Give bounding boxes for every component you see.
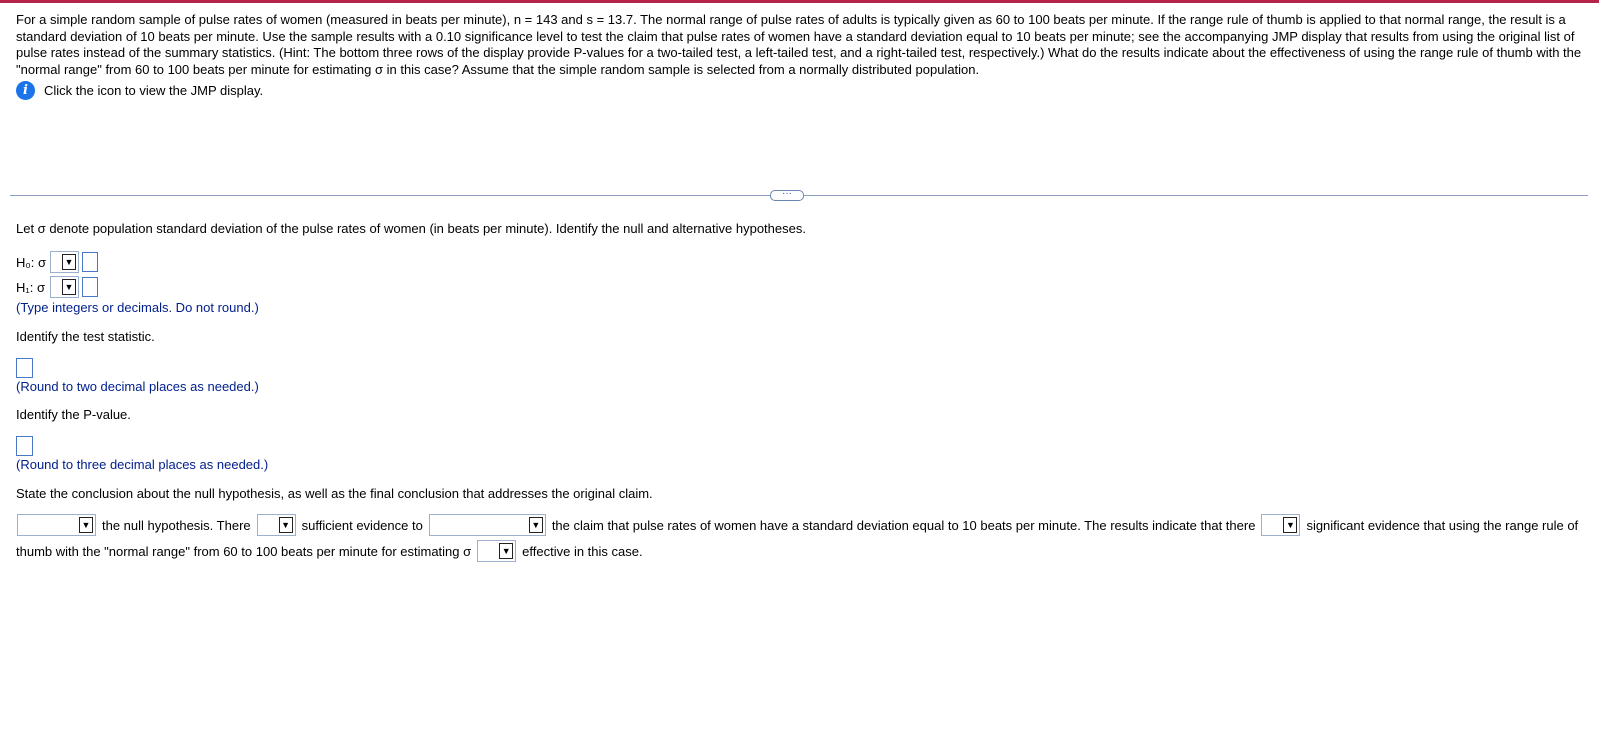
h1-value-input[interactable] — [82, 277, 98, 297]
conclusion-line-2 — [16, 540, 649, 562]
alt-hypothesis-row — [16, 276, 98, 298]
problem-statement: For a simple random sample of pulse rates of women (measured in beats per minute), n = 143 and s = 13.7. The normal range of pulse rates of adults is typically given as 60 to 100 beats per minute. If the range rule of thumb is applied to that normal range, the result is a standard deviation of 10 beats per minute. Use the sample results with a 0.10 significance level to test the claim that pulse rates of women have a standard deviation equal to 10 beats per minute; see the accompanying JMP display that results from using the original list of pulse rates instead of the summary statistics. (Hint: The bottom three rows of the display provide P-values for a two-tailed test, a left-tailed test, and a right-tailed test, respectively.) What do the results indicate about the effectiveness of using the range rule of thumb with the "normal range" from 60 to 100 beats per minute for estimating σ in this case? Assume that the simple random sample is selected from a normally distributed population. — [16, 12, 1582, 77]
effectiveness-select[interactable] — [477, 540, 516, 562]
conclusion-text-4: significant evidence that using the range rule of — [1306, 517, 1579, 533]
chevron-down-icon: ▼ — [499, 543, 513, 559]
conclusion-text-5: thumb with the "normal range" from 60 to 100 beats per minute for estimating σ — [16, 543, 472, 559]
p-value-input[interactable] — [16, 436, 33, 456]
info-icon[interactable]: i — [16, 81, 35, 100]
test-statistic-input[interactable] — [16, 358, 33, 378]
evidence-select[interactable] — [257, 514, 296, 536]
chevron-down-icon: ▼ — [279, 517, 293, 533]
hypotheses-note: (Type integers or decimals. Do not round.) — [16, 300, 259, 315]
conclusion-line-1 — [17, 514, 1584, 536]
h0-value-input[interactable] — [82, 252, 98, 272]
conclusion-text-3: the claim that pulse rates of women have a standard deviation equal to 10 beats per minute. The results indicate that there — [551, 517, 1256, 533]
conclusion-text-2: sufficient evidence to — [301, 517, 423, 533]
chevron-down-icon: ▼ — [62, 279, 76, 295]
top-accent-bar — [0, 0, 1599, 3]
test-statistic-note: (Round to two decimal places as needed.) — [16, 379, 259, 394]
conclusion-text-6: effective in this case. — [522, 543, 643, 559]
jmp-display-hint[interactable] — [16, 81, 263, 100]
null-hypothesis-row — [16, 251, 98, 273]
h1-label: H₁: σ — [16, 279, 46, 295]
h0-label: H₀: σ — [16, 254, 47, 270]
h1-operator-select[interactable] — [50, 276, 79, 298]
p-value-question: Identify the P-value. — [16, 407, 131, 422]
chevron-down-icon: ▼ — [529, 517, 543, 533]
p-value-note: (Round to three decimal places as needed.) — [16, 457, 269, 472]
hint-text: Click the icon to view the JMP display. — [44, 83, 264, 98]
h0-operator-select[interactable] — [50, 251, 79, 273]
test-statistic-question: Identify the test statistic. — [16, 329, 155, 344]
reject-decision-select[interactable] — [17, 514, 96, 536]
conclusion-text-1: the null hypothesis. There — [102, 517, 251, 533]
hypotheses-question: Let σ denote population standard deviation of the pulse rates of women (in beats per minute). Identify the null and alternative hypotheses. — [16, 221, 806, 236]
conclusion-question: State the conclusion about the null hypothesis, as well as the final conclusion that addresses the original claim. — [16, 486, 653, 501]
expand-more-button[interactable]: ··· — [770, 190, 804, 201]
claim-action-select[interactable] — [429, 514, 546, 536]
chevron-down-icon: ▼ — [62, 254, 76, 270]
significance-select[interactable] — [1261, 514, 1300, 536]
chevron-down-icon: ▼ — [1283, 517, 1297, 533]
chevron-down-icon: ▼ — [79, 517, 93, 533]
